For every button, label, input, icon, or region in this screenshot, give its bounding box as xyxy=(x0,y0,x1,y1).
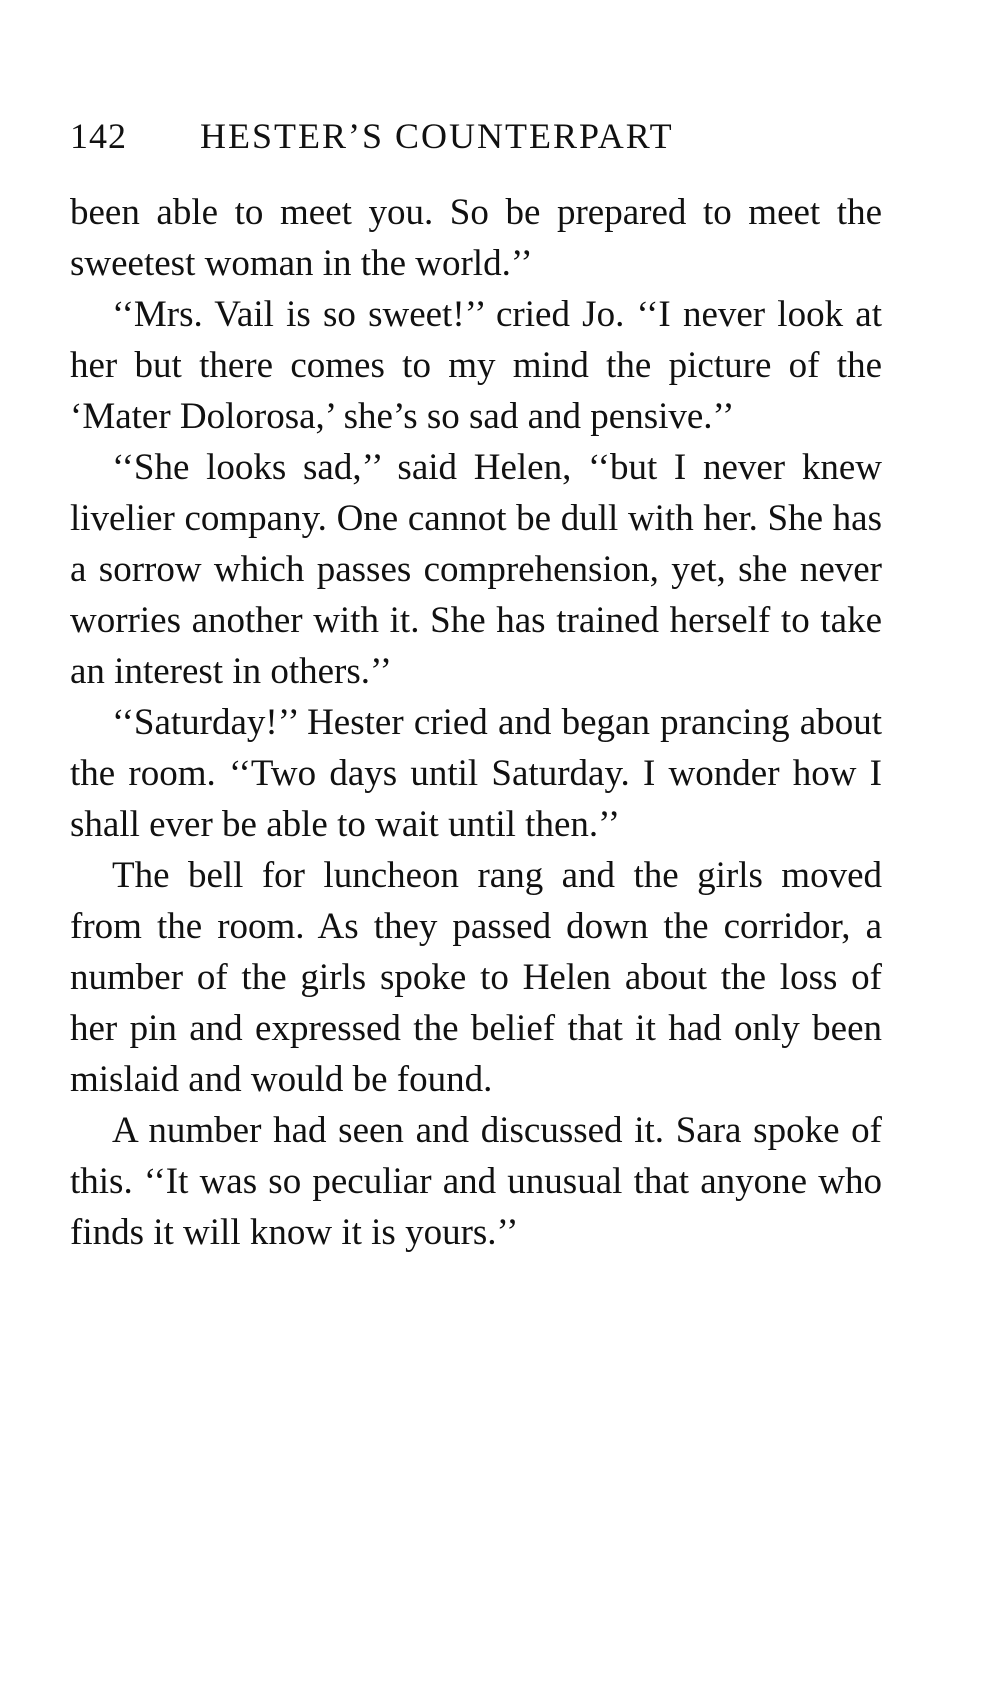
paragraph: ‘‘Saturday!’’ Hester cried and began prancing about the room. ‘‘Two days until Saturday. I wonder how I shall ever be able to wait until then.’’ xyxy=(70,702,882,845)
page-number: 142 xyxy=(70,116,127,156)
page-header xyxy=(70,112,890,160)
paragraph-continued: been able to meet you. So be prepared to meet the sweetest woman in the world.’’ xyxy=(70,192,882,284)
running-title: HESTER’S COUNTERPART xyxy=(200,116,674,156)
paragraph: A number had seen and discussed it. Sara spoke of this. ‘‘It was so peculiar and unusual that anyone who finds it will know it is yours.’’ xyxy=(70,1110,882,1253)
paragraph: ‘‘She looks sad,’’ said Helen, ‘‘but I never knew livelier company. One cannot be dull with her. She has a sorrow which passes comprehension, yet, she never worries another with it. She has trained herself to take an interest in others.’’ xyxy=(70,447,882,692)
paragraph: The bell for luncheon rang and the girls moved from the room. As they passed down the corridor, a number of the girls spoke to Helen about the loss of her pin and expressed the belief that it had only been mislaid and would be found. xyxy=(70,855,882,1100)
paragraph: ‘‘Mrs. Vail is so sweet!’’ cried Jo. ‘‘I never look at her but there comes to my mind the picture of the ‘Mater Dolorosa,’ she’s so sad and pensive.’’ xyxy=(70,294,882,437)
body-text xyxy=(70,187,882,1258)
